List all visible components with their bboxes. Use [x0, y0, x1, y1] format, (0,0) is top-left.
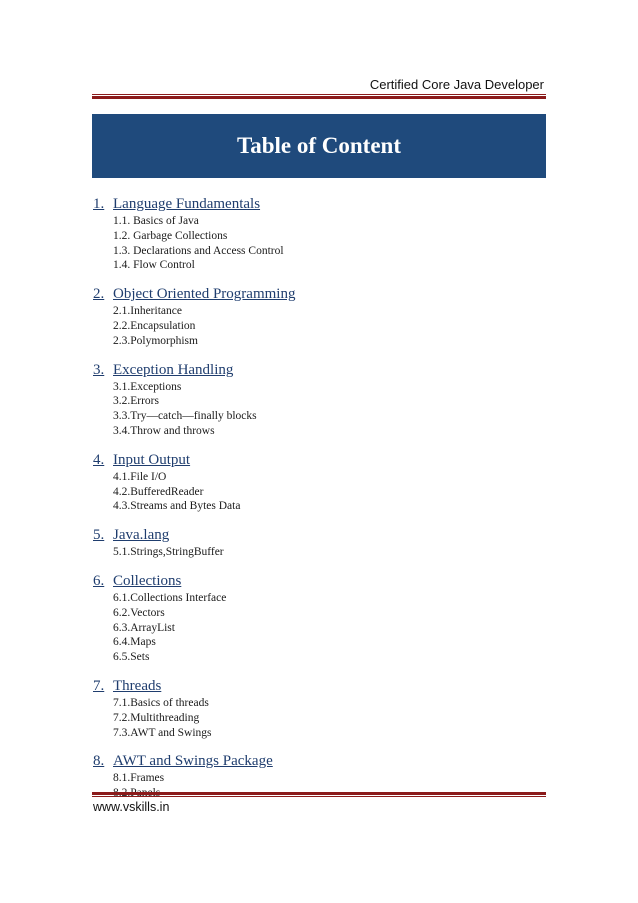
header-rule-thin [92, 94, 546, 95]
banner-title: Table of Content [237, 133, 401, 158]
toc-section-link[interactable] [93, 676, 543, 696]
toc-section-title[interactable]: Collections [113, 572, 182, 589]
table-of-contents [93, 194, 543, 812]
toc-section-title[interactable]: Exception Handling [113, 361, 234, 378]
toc-section [93, 450, 543, 514]
footer-rule-thick [92, 792, 546, 795]
toc-section-link[interactable] [93, 284, 543, 304]
toc-subitem: 6.5.Sets [113, 651, 150, 664]
header-rule-thick [92, 96, 546, 99]
toc-section-link[interactable] [93, 450, 543, 470]
toc-subitem: 7.3.AWT and Swings [113, 726, 212, 739]
toc-subitem: 1.2. Garbage Collections [113, 229, 228, 242]
toc-subitem: 4.2.BufferedReader [113, 485, 204, 498]
toc-section-number: 8. [93, 753, 105, 770]
toc-subitem: 6.1.Collections Interface [113, 591, 227, 604]
toc-subitem: 1.1. Basics of Java [113, 215, 199, 227]
toc-section [93, 571, 543, 665]
toc-subitem: 6.4.Maps [113, 636, 156, 649]
toc-subitem: 2.2.Encapsulation [113, 319, 196, 332]
toc-section [93, 676, 543, 740]
toc-section-link[interactable] [93, 571, 543, 591]
toc-subitem: 3.1.Exceptions [113, 380, 182, 393]
toc-subitem: 3.2.Errors [113, 395, 159, 408]
toc-section-number: 5. [93, 527, 105, 544]
toc-section-title[interactable]: Threads [113, 677, 162, 694]
toc-section-link[interactable] [93, 194, 543, 214]
toc-section-title[interactable]: Object Oriented Programming [113, 286, 296, 303]
toc-section [93, 194, 543, 273]
toc-subitem: 4.1.File I/O [113, 470, 167, 483]
toc-subitem: 6.3.ArrayList [113, 621, 175, 634]
toc-section-number: 7. [93, 677, 105, 694]
toc-subitem: 7.2.Multithreading [113, 711, 200, 724]
header-title: Certified Core Java Developer [369, 77, 544, 92]
footer-site: www.vskills.in [93, 800, 170, 814]
toc-subitem: 7.1.Basics of threads [113, 696, 209, 709]
toc-section [93, 360, 543, 439]
toc-section-title[interactable]: AWT and Swings Package [113, 753, 273, 770]
toc-subitem: 1.3. Declarations and Access Control [113, 244, 284, 257]
toc-section-number: 6. [93, 572, 105, 589]
toc-subitem: 6.2.Vectors [113, 606, 165, 619]
toc-subitem: 5.1.Strings,StringBuffer [113, 546, 224, 559]
toc-subitem: 1.4. Flow Control [113, 259, 195, 272]
toc-section [93, 284, 543, 348]
toc-subitem: 3.3.Try—catch—finally blocks [113, 410, 257, 423]
toc-subitem: 3.4.Throw and throws [113, 424, 215, 437]
toc-subitem: 8.1.Frames [113, 772, 165, 785]
toc-section-title[interactable]: Input Output [113, 451, 191, 468]
footer-rule-thin [92, 796, 546, 797]
toc-subitem: 2.1.Inheritance [113, 305, 182, 318]
toc-section-link[interactable] [93, 525, 543, 545]
toc-section [93, 525, 543, 560]
toc-section-link[interactable] [93, 751, 543, 771]
toc-section-number: 2. [93, 286, 105, 303]
toc-section-number: 1. [93, 196, 105, 212]
toc-subitem: 4.3.Streams and Bytes Data [113, 500, 241, 513]
toc-section-link[interactable] [93, 360, 543, 380]
toc-banner [92, 114, 546, 178]
toc-section-number: 4. [93, 451, 105, 468]
toc-subitem: 2.3.Polymorphism [113, 334, 198, 347]
toc-section-title[interactable]: Language Fundamentals [113, 196, 261, 212]
toc-section-number: 3. [93, 361, 105, 378]
toc-section-title[interactable]: Java.lang [113, 527, 170, 544]
